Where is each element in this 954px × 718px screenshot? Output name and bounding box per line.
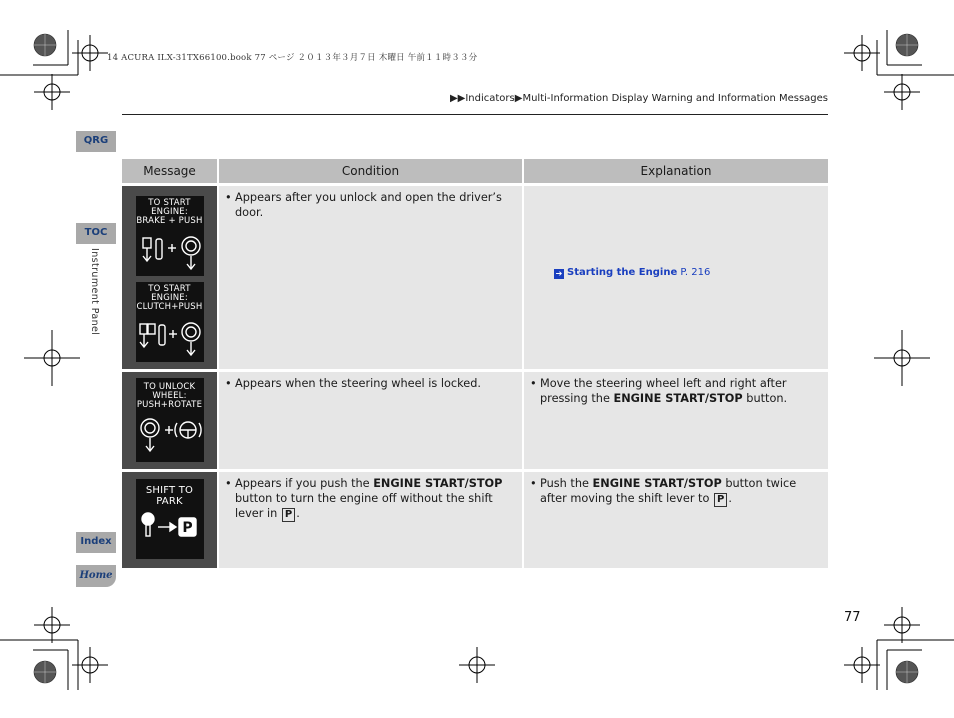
display-line: TO START bbox=[148, 284, 191, 294]
display-start-brake bbox=[136, 196, 204, 276]
explanation-text bbox=[540, 476, 822, 507]
condition-cell bbox=[217, 186, 522, 369]
section-tab bbox=[89, 248, 103, 338]
clutch-push-icon bbox=[136, 312, 204, 360]
message-cell bbox=[122, 186, 217, 369]
link-text[interactable]: Starting the Engine bbox=[567, 267, 678, 278]
display-line: WHEEL: bbox=[152, 391, 187, 401]
home-button[interactable] bbox=[76, 565, 116, 587]
display-line: ENGINE: bbox=[151, 293, 188, 303]
display-line: TO UNLOCK bbox=[143, 382, 196, 392]
condition-cell bbox=[217, 472, 522, 568]
park-key-icon: P bbox=[282, 508, 295, 522]
display-line: SHIFT TO bbox=[145, 485, 194, 496]
table-row bbox=[122, 186, 828, 369]
explanation-post: button. bbox=[742, 392, 788, 405]
index-button[interactable]: Index bbox=[76, 532, 116, 553]
display-line: TO START bbox=[148, 198, 191, 208]
condition-post: . bbox=[296, 507, 300, 520]
display-line: PUSH+ROTATE bbox=[136, 400, 203, 410]
starting-engine-link[interactable] bbox=[554, 267, 710, 279]
engine-start-stop-label: ENGINE START/STOP bbox=[592, 477, 722, 490]
condition-text bbox=[235, 476, 516, 522]
explanation-cell bbox=[522, 472, 828, 568]
brake-push-icon bbox=[136, 226, 204, 274]
display-line: CLUTCH+PUSH bbox=[136, 302, 203, 312]
condition-pre: Appears if you push the bbox=[235, 477, 374, 490]
header-rule bbox=[122, 114, 828, 115]
display-unlock-wheel bbox=[136, 378, 204, 462]
table-header-row bbox=[122, 159, 828, 183]
engine-start-stop-label: ENGINE START/STOP bbox=[613, 392, 743, 405]
display-line: PARK bbox=[156, 496, 183, 507]
breadcrumb-indicators[interactable]: Indicators bbox=[465, 93, 515, 104]
warning-message-table bbox=[122, 156, 828, 571]
print-header: 14 ACURA ILX-31TX66100.book 77 ページ ２０１３年３月７日 木曜日 午前１１時３３分 bbox=[107, 53, 478, 63]
display-line: BRAKE + PUSH bbox=[136, 216, 203, 226]
push-rotate-icon bbox=[136, 410, 204, 460]
explanation-pre: Push the bbox=[540, 477, 593, 490]
explanation-pre: Move the steering wheel left and right after pressing the bbox=[540, 377, 787, 405]
table-row bbox=[122, 372, 828, 469]
condition-text: • Appears after you unlock and open the driver’s door. bbox=[235, 190, 516, 220]
explanation-cell bbox=[522, 372, 828, 469]
shift-lever-park-icon bbox=[136, 507, 204, 557]
condition-mid: button to turn the engine off without the shift lever in bbox=[235, 492, 493, 520]
explanation-mid: button twice after moving the shift lever to bbox=[540, 477, 797, 505]
header-condition: Condition bbox=[217, 159, 522, 183]
breadcrumb bbox=[450, 93, 828, 104]
home-label: Home bbox=[79, 570, 113, 581]
page-number: 77 bbox=[844, 610, 861, 625]
park-key-icon: P bbox=[714, 493, 727, 507]
qrg-button[interactable]: QRG bbox=[76, 131, 116, 152]
link-arrow-icon: ➔ bbox=[555, 269, 563, 278]
section-tab-label: Instrument Panel bbox=[89, 248, 100, 336]
svg-text:P: P bbox=[181, 520, 193, 536]
table-row bbox=[122, 472, 828, 568]
breadcrumb-separator: ▶ bbox=[514, 93, 523, 104]
breadcrumb-prefix: ▶▶ bbox=[449, 93, 466, 104]
message-cell bbox=[122, 472, 217, 568]
toc-button[interactable]: TOC bbox=[76, 223, 116, 244]
condition-text: • Appears when the steering wheel is locked. bbox=[235, 376, 516, 391]
header-explanation: Explanation bbox=[522, 159, 828, 183]
display-shift-to-park bbox=[136, 479, 204, 559]
link-page[interactable]: P. 216 bbox=[680, 267, 711, 278]
explanation-text bbox=[540, 376, 822, 406]
display-line: ENGINE: bbox=[151, 207, 188, 217]
explanation-post: . bbox=[728, 492, 732, 505]
breadcrumb-current: Multi-Information Display Warning and Information Messages bbox=[522, 93, 828, 104]
header-message: Message bbox=[122, 159, 217, 183]
display-start-clutch bbox=[136, 282, 204, 362]
engine-start-stop-label: ENGINE START/STOP bbox=[373, 477, 503, 490]
message-cell bbox=[122, 372, 217, 469]
condition-cell bbox=[217, 372, 522, 469]
